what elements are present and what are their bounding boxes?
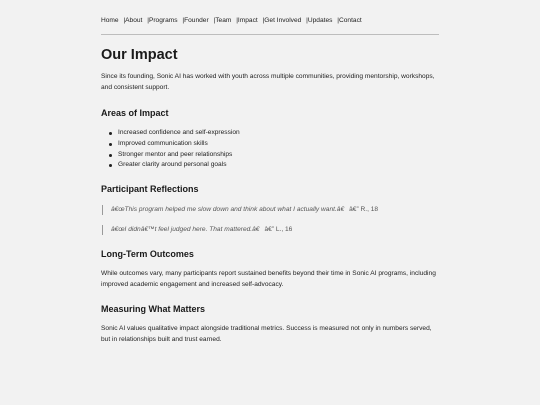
outcomes-heading: Long-Term Outcomes: [101, 249, 194, 259]
nav-updates[interactable]: Updates: [307, 17, 333, 24]
quote-text: â€œThis program helped me slow down and think about what I actually want.â€: [111, 206, 345, 213]
quote-block: [102, 225, 292, 235]
reflections-heading: Participant Reflections: [101, 184, 199, 194]
nav-separator: |: [123, 17, 126, 24]
quote-attribution: â€” R., 18: [349, 206, 379, 213]
nav-team[interactable]: Team: [215, 17, 232, 24]
nav-get-involved[interactable]: Get Involved: [264, 17, 302, 24]
outcomes-paragraph: While outcomes vary, many participants report sustained benefits beyond their time in Sonic AI programs, including improved academic engagement and increased self-advocacy.: [101, 270, 436, 288]
nav-separator: |: [306, 17, 308, 24]
nav-separator: |: [147, 17, 149, 24]
nav-impact[interactable]: Impact: [237, 17, 258, 24]
nav-separator: |: [182, 17, 185, 24]
nav-home[interactable]: Home: [101, 17, 119, 24]
list-item: Improved communication skills: [101, 139, 240, 150]
measuring-heading: Measuring What Matters: [101, 304, 206, 314]
page-title: Our Impact: [101, 47, 178, 63]
nav-separator: |: [236, 17, 238, 24]
nav-contact[interactable]: Contact: [339, 17, 362, 24]
areas-heading: Areas of Impact: [101, 108, 169, 118]
intro-paragraph: Since its founding, Sonic AI has worked with youth across multiple communities, providing mentorship, workshops, and consistent support.: [101, 73, 435, 91]
quote-attribution: â€” L., 16: [264, 226, 293, 233]
nav-separator: |: [337, 17, 339, 24]
top-nav: [101, 17, 439, 25]
areas-list: [101, 128, 240, 171]
measuring-paragraph: Sonic AI values qualitative impact alongside traditional metrics. Success is measured not only in numbers served, but in relationships built and trust earned.: [101, 325, 432, 343]
nav-programs[interactable]: Programs: [148, 17, 178, 24]
list-item: Greater clarity around personal goals: [101, 160, 240, 171]
list-item: Stronger mentor and peer relationships: [101, 150, 240, 161]
nav-separator: |: [262, 17, 265, 24]
list-item: Increased confidence and self-expression: [101, 128, 240, 139]
quote-text: â€œI didnâ€™t feel judged here. That mattered.â€: [111, 226, 260, 233]
nav-founder[interactable]: Founder: [184, 17, 209, 24]
nav-about[interactable]: About: [125, 17, 143, 24]
nav-divider: [101, 34, 439, 35]
quote-block: [102, 205, 378, 215]
nav-separator: |: [213, 17, 216, 24]
